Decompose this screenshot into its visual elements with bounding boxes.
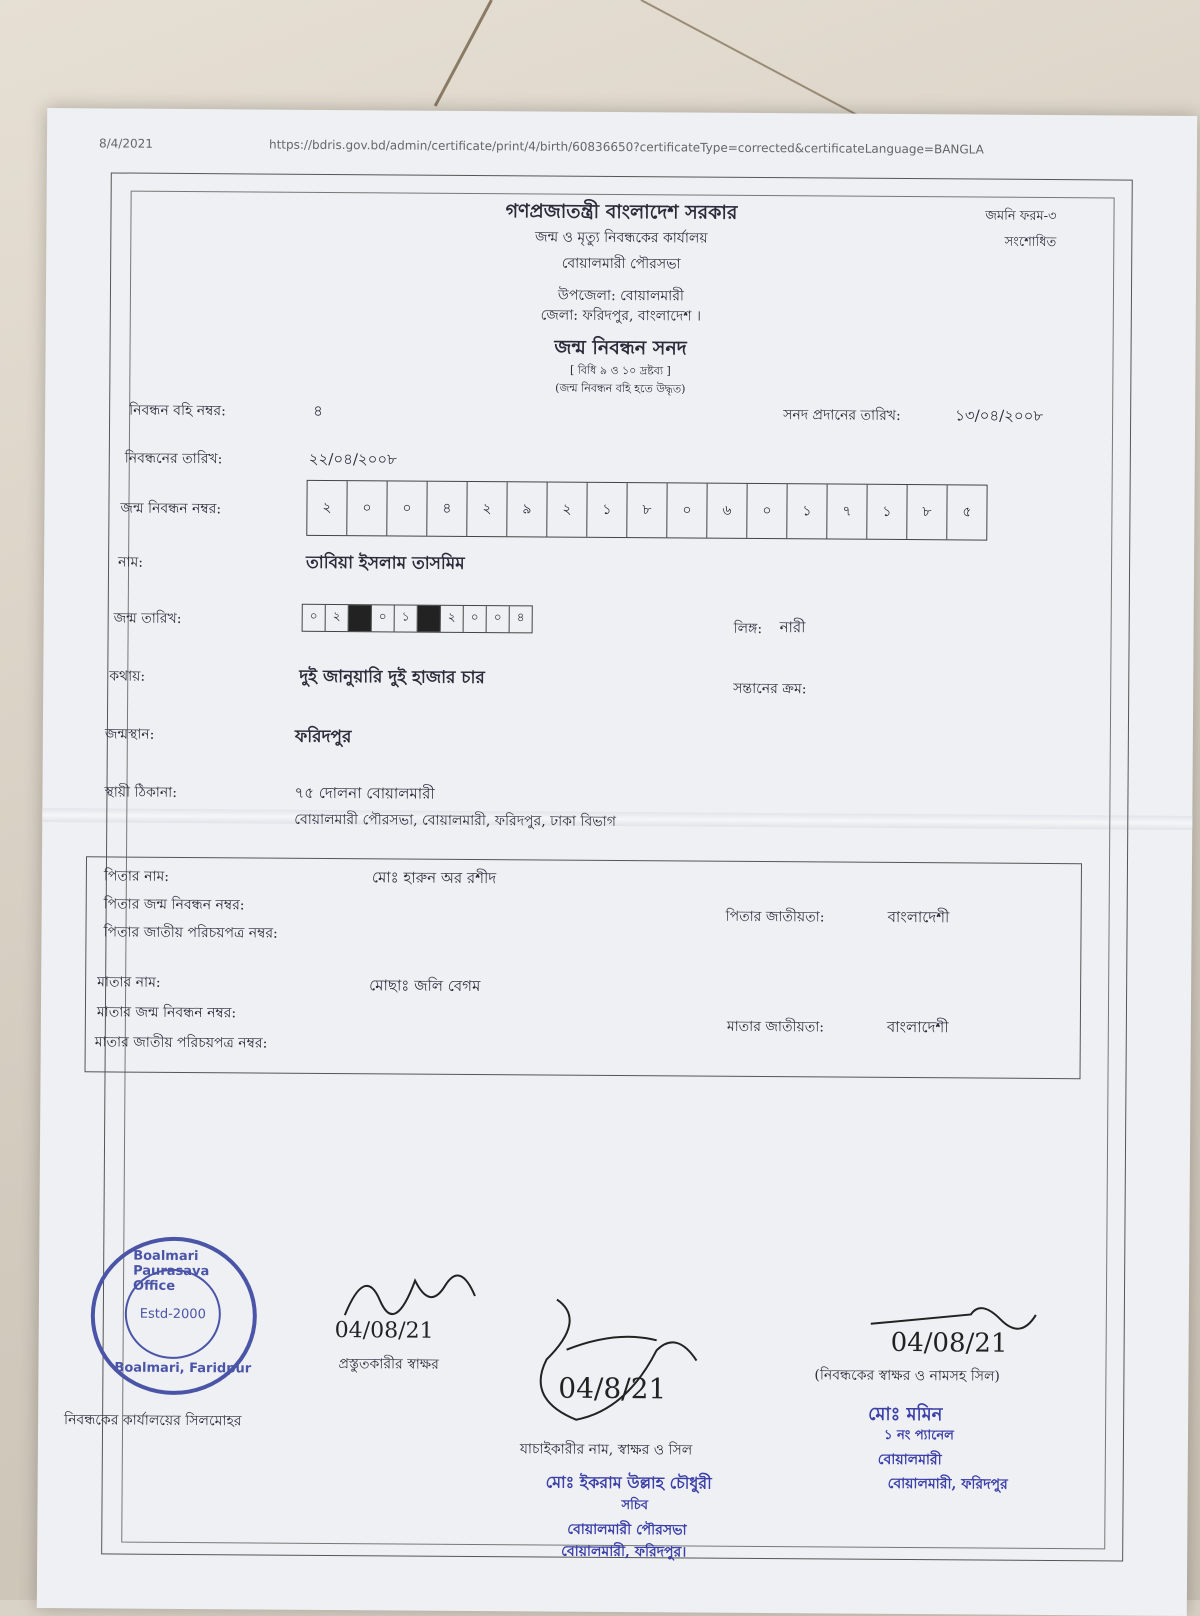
mother-nid-label: মাতার জাতীয় পরিচয়পত্র নম্বর:: [94, 1034, 268, 1052]
dob-separator: [349, 605, 372, 631]
form-status: সংশোধিত: [1004, 234, 1057, 251]
reg-no-digit: ১: [787, 484, 827, 538]
preparer-date: 04/08/21: [334, 1318, 434, 1344]
sex-label: লিঙ্গ:: [733, 620, 763, 638]
registrar-caption: (নিবন্ধকের স্বাক্ষর ও নামসহ সিল): [814, 1367, 1000, 1385]
preparer-caption: প্রস্তুতকারীর স্বাক্ষর: [338, 1356, 439, 1373]
district-line: জেলা: ফরিদপুর, বাংলাদেশ ।: [540, 307, 702, 325]
in-words-label: কথায়:: [109, 668, 146, 685]
reg-no-digit: ৪: [427, 482, 467, 536]
registrar-line4: বোয়ালমারী, ফরিদপুর: [887, 1475, 1008, 1493]
extract-note: (জন্ম নিবন্ধন বহি হতে উদ্ধৃত): [555, 381, 686, 396]
dob-digit: ০: [372, 605, 395, 631]
seal-caption: নিবন্ধকের কার্যালয়ের সিলমোহর: [64, 1412, 242, 1430]
upazila-line: উপজেলা: বোয়ালমারী: [557, 287, 685, 305]
reg-no-boxes: [306, 480, 987, 541]
father-nid-label: পিতার জাতীয় পরিচয়পত্র নম্বর:: [103, 924, 278, 942]
form-number: জমনি ফরম-৩: [985, 208, 1057, 225]
print-url: https://bdris.gov.bd/admin/certificate/print/4/birth/60836650?certificateType=corrected&certificateLanguage=BANGLA: [268, 137, 984, 157]
dob-digit: ০: [303, 605, 326, 631]
reg-no-digit: ০: [667, 483, 707, 537]
father-name-label: পিতার নাম:: [103, 868, 170, 885]
dob-digit: ২: [326, 605, 349, 631]
reg-no-digit: ০: [387, 481, 427, 535]
verifier-place: বোয়ালমারী, ফরিদপুর।: [561, 1543, 687, 1561]
mother-nat-value: বাংলাদেশী: [886, 1017, 949, 1037]
reg-no-digit: ০: [347, 481, 387, 535]
mother-name-value: মোছাঃ জলি বেগম: [369, 976, 481, 996]
govt-title: গণপ্রজাতন্ত্রী বাংলাদেশ সরকার: [505, 200, 738, 224]
verifier-signature: [506, 1289, 707, 1440]
verifier-date: 04/8/21: [558, 1371, 667, 1406]
registrar-line3: বোয়ালমারী: [877, 1451, 942, 1469]
dob-digit: ১: [395, 605, 418, 631]
dob-digit: ২: [441, 606, 464, 632]
registrar-date: 04/08/21: [890, 1327, 1008, 1359]
reg-date-label: নিবন্ধনের তারিখ:: [124, 450, 223, 468]
birthplace-label: জন্মস্থান:: [104, 726, 155, 743]
reg-no-digit: ৫: [962, 504, 972, 521]
child-order-label: সন্তানের ক্রম:: [733, 680, 807, 698]
address-label: স্থায়ী ঠিকানা:: [104, 784, 178, 801]
reg-no-digit: ১: [867, 485, 907, 539]
reg-no-digit: ১: [587, 483, 627, 537]
seal-inner-ring: [125, 1269, 222, 1360]
reg-no-digit: ৬: [707, 484, 747, 538]
reg-no-digit: ২: [467, 482, 507, 536]
dob-digit: ০: [464, 606, 487, 632]
mother-name-label: মাতার নাম:: [97, 974, 161, 991]
father-nat-value: বাংলাদেশী: [887, 907, 950, 927]
dob-separator: [418, 606, 441, 632]
reg-date-value: ২২/০৪/২০০৮: [308, 449, 397, 469]
issue-date-value: ১৩/০৪/২০০৮: [955, 406, 1044, 425]
father-name-value: মোঃ হারুন অর রশীদ: [371, 868, 497, 888]
mother-reg-label: মাতার জন্ম নিবন্ধন নম্বর:: [96, 1004, 237, 1022]
reg-no-digit: ০: [747, 484, 787, 538]
reg-no-digit: ২: [547, 483, 587, 537]
office-title: জন্ম ও মৃত্যু নিবন্ধকের কার্যালয়: [535, 229, 708, 247]
in-words-value: দুই জানুয়ারি দুই হাজার চার: [299, 666, 485, 689]
name-value: তাবিয়া ইসলাম তাসমিম: [306, 552, 465, 574]
reg-no-digit: ৮: [907, 485, 947, 539]
address-line2: বোয়ালমারী পৌরসভা, বোয়ালমারী, ফরিদপুর, ঢাকা বিভাগ: [294, 811, 616, 830]
print-date: 8/4/2021: [98, 136, 153, 151]
address-line1: ৭৫ দোলনা বোয়ালমারী: [294, 783, 435, 803]
sex-value: নারী: [779, 618, 806, 637]
dob-digit: ০: [487, 606, 510, 632]
father-nat-label: পিতার জাতীয়তা:: [725, 908, 825, 926]
municipality-title: বোয়ালমারী পৌরসভা: [561, 255, 681, 273]
verifier-name: মোঃ ইকরাম উল্লাহ চৌধুরী: [545, 1472, 712, 1493]
reg-no-digit: ৯: [507, 482, 547, 536]
registrar-line2: ১ নং প্যানেল: [883, 1427, 954, 1444]
seal-bottom-text: Boalmari, Faridpur: [114, 1360, 252, 1377]
dob-label: জন্ম তারিখ:: [113, 610, 182, 627]
reg-no-label: জন্ম নিবন্ধন নম্বর:: [120, 500, 222, 518]
office-seal: [90, 1236, 257, 1395]
registrar-name: মোঃ মমিন: [868, 1403, 943, 1426]
certificate-title: জন্ম নিবন্ধন সনদ: [554, 336, 687, 360]
mother-nat-label: মাতার জাতীয়তা:: [726, 1018, 825, 1036]
seal-top-text: Boalmari Paurasava Office: [132, 1248, 210, 1294]
certificate-paper: [37, 108, 1197, 1616]
verifier-office: বোয়ালমারী পৌরসভা: [567, 1521, 687, 1539]
book-no-value: ৪: [313, 401, 323, 420]
dob-digit: ৪: [516, 610, 525, 625]
name-label: নাম:: [118, 554, 144, 571]
issue-date-label: সনদ প্রদানের তারিখ:: [783, 407, 901, 424]
verifier-title: সচিব: [621, 1498, 649, 1514]
seal-center-text: Estd-2000: [139, 1306, 206, 1322]
father-reg-label: পিতার জন্ম নিবন্ধন নম্বর:: [103, 896, 245, 914]
verifier-caption: যাচাইকারীর নাম, স্বাক্ষর ও সিল: [519, 1441, 693, 1459]
dob-boxes: [302, 604, 533, 634]
book-no-label: নিবন্ধন বহি নম্বর:: [129, 402, 226, 420]
rule-line: [ বিধি ৯ ও ১০ দ্রষ্টব্য ]: [569, 363, 671, 378]
reg-no-digit: ৮: [627, 483, 667, 537]
reg-no-digit: ২: [307, 481, 347, 535]
reg-no-digit: ৭: [827, 484, 867, 538]
birthplace-value: ফরিদপুর: [294, 726, 352, 748]
